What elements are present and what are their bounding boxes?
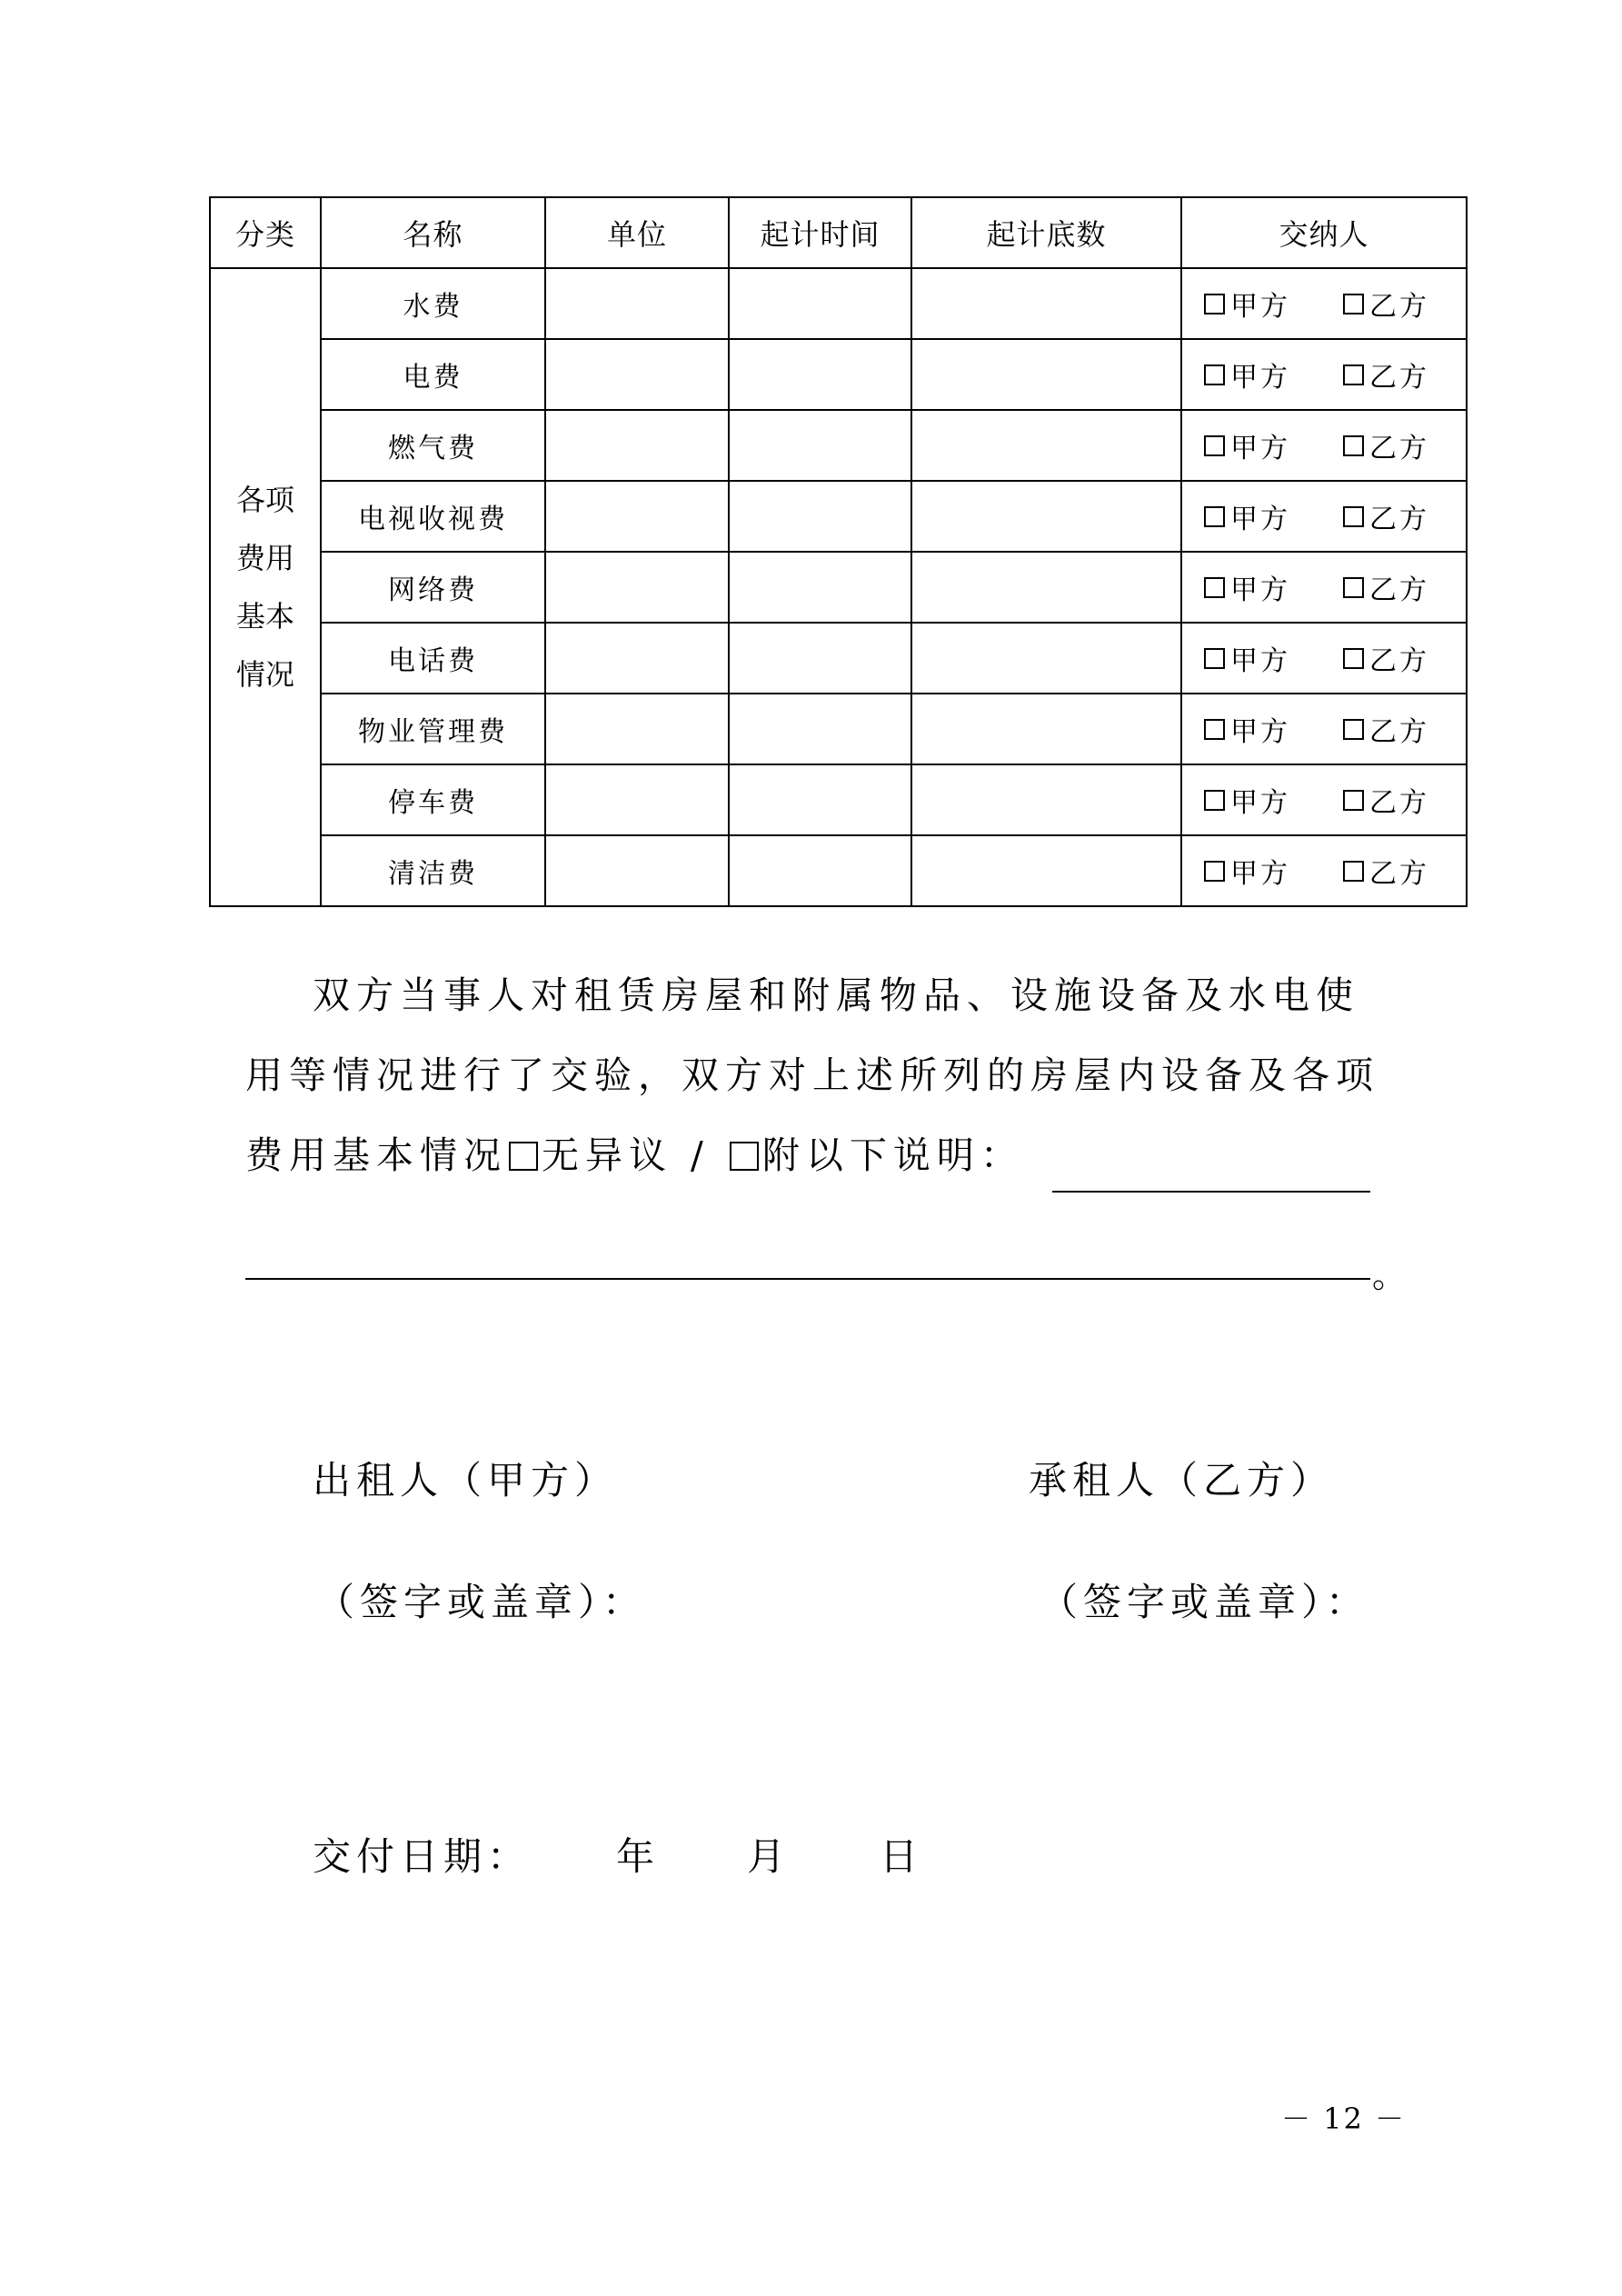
fee-start-reading-cell[interactable] <box>911 764 1181 835</box>
payer-party-b-label: 乙方 <box>1369 716 1429 748</box>
payer-party-b-checkbox[interactable] <box>1343 648 1364 669</box>
payer-party-b-label: 乙方 <box>1369 645 1429 677</box>
payer-option-party-a[interactable] <box>1204 709 1290 749</box>
fee-start-reading-cell[interactable] <box>911 339 1181 410</box>
category-line: 费用 <box>235 541 294 575</box>
statement-end-mark: 。 <box>1372 1255 1408 1295</box>
fee-start-time-cell[interactable] <box>729 339 911 410</box>
table-header-row <box>210 197 1467 268</box>
payer-party-b-checkbox[interactable] <box>1343 861 1364 882</box>
payer-party-a-checkbox[interactable] <box>1204 861 1225 882</box>
delivery-date-day: 日 <box>880 1834 924 1879</box>
header-start-reading: 起计底数 <box>911 197 1181 268</box>
payer-cell <box>1181 268 1467 339</box>
payer-cell <box>1181 694 1467 764</box>
fee-name-cell: 清洁费 <box>321 835 545 906</box>
payer-option-party-b[interactable] <box>1343 354 1429 394</box>
fee-unit-cell[interactable] <box>545 268 729 339</box>
fee-table-body <box>210 268 1467 906</box>
fee-start-reading-cell[interactable] <box>911 694 1181 764</box>
fee-name-cell: 电费 <box>321 339 545 410</box>
payer-option-party-b[interactable] <box>1343 425 1429 465</box>
payer-party-a-checkbox[interactable] <box>1204 435 1225 456</box>
fee-name-cell: 电视收视费 <box>321 481 545 552</box>
lessee-sign-field[interactable]: （签字或盖章）： <box>1040 1580 1370 1624</box>
payer-cell <box>1181 623 1467 694</box>
fee-unit-cell[interactable] <box>545 764 729 835</box>
fee-start-time-cell[interactable] <box>729 410 911 481</box>
fee-name-cell: 电话费 <box>321 623 545 694</box>
header-name: 名称 <box>321 197 545 268</box>
payer-party-b-label: 乙方 <box>1369 291 1429 323</box>
payer-option-party-b[interactable] <box>1343 851 1429 891</box>
statement-line-3-prefix: 费用基本情况 <box>245 1133 507 1177</box>
table-row <box>210 552 1467 623</box>
notes-checkbox[interactable] <box>730 1142 759 1171</box>
category-line: 基本 <box>235 599 294 634</box>
statement-line-3 <box>245 1133 1481 1178</box>
payer-party-b-checkbox[interactable] <box>1343 294 1364 314</box>
payer-party-a-label: 甲方 <box>1230 645 1290 677</box>
payer-party-a-checkbox[interactable] <box>1204 790 1225 811</box>
fee-start-reading-cell[interactable] <box>911 623 1181 694</box>
fee-unit-cell[interactable] <box>545 410 729 481</box>
payer-party-a-label: 甲方 <box>1230 787 1290 819</box>
payer-party-b-checkbox[interactable] <box>1343 364 1364 385</box>
fee-start-time-cell[interactable] <box>729 623 911 694</box>
payer-cell <box>1181 552 1467 623</box>
payer-option-party-a[interactable] <box>1204 425 1290 465</box>
payer-party-a-label: 甲方 <box>1230 362 1290 394</box>
payer-party-b-checkbox[interactable] <box>1343 577 1364 598</box>
payer-party-b-label: 乙方 <box>1369 574 1429 606</box>
payer-party-b-label: 乙方 <box>1369 787 1429 819</box>
fee-start-reading-cell[interactable] <box>911 481 1181 552</box>
payer-party-a-checkbox[interactable] <box>1204 506 1225 527</box>
category-cell <box>210 268 321 906</box>
fee-unit-cell[interactable] <box>545 481 729 552</box>
fee-start-time-cell[interactable] <box>729 552 911 623</box>
table-row <box>210 339 1467 410</box>
table-row <box>210 764 1467 835</box>
payer-option-party-a[interactable] <box>1204 354 1290 394</box>
notes-blank-line-1[interactable] <box>1052 1191 1370 1193</box>
fee-start-reading-cell[interactable] <box>911 410 1181 481</box>
payer-option-party-b[interactable] <box>1343 496 1429 536</box>
fee-name-cell: 物业管理费 <box>321 694 545 764</box>
payer-option-party-a[interactable] <box>1204 284 1290 324</box>
fee-start-reading-cell[interactable] <box>911 552 1181 623</box>
payer-option-party-b[interactable] <box>1343 709 1429 749</box>
payer-option-party-a[interactable] <box>1204 496 1290 536</box>
payer-party-a-checkbox[interactable] <box>1204 577 1225 598</box>
no-objection-checkbox[interactable] <box>509 1142 538 1171</box>
payer-option-party-b[interactable] <box>1343 567 1429 607</box>
category-line: 情况 <box>235 657 294 692</box>
payer-option-party-a[interactable] <box>1204 638 1290 678</box>
fee-start-time-cell[interactable] <box>729 835 911 906</box>
payer-party-a-checkbox[interactable] <box>1204 648 1225 669</box>
header-payer: 交纳人 <box>1181 197 1467 268</box>
fee-start-reading-cell[interactable] <box>911 268 1181 339</box>
payer-party-a-label: 甲方 <box>1230 716 1290 748</box>
fee-start-time-cell[interactable] <box>729 764 911 835</box>
lessor-sign-field[interactable]: （签字或盖章）： <box>316 1580 647 1624</box>
statement-line-1: 双方当事人对租赁房屋和附属物品、设施设备及水电使 <box>313 973 1359 1017</box>
payer-cell <box>1181 410 1467 481</box>
payer-option-party-b[interactable] <box>1343 780 1429 820</box>
table-row <box>210 623 1467 694</box>
fee-unit-cell[interactable] <box>545 339 729 410</box>
fee-name-cell: 网络费 <box>321 552 545 623</box>
fee-name-cell: 水费 <box>321 268 545 339</box>
notes-label: 附以下说明： <box>761 1133 1024 1177</box>
payer-option-party-b[interactable] <box>1343 638 1429 678</box>
fee-table <box>209 196 1468 907</box>
payer-party-b-checkbox[interactable] <box>1343 506 1364 527</box>
payer-party-a-checkbox[interactable] <box>1204 719 1225 740</box>
payer-party-a-label: 甲方 <box>1230 433 1290 464</box>
fee-start-time-cell[interactable] <box>729 481 911 552</box>
payer-option-party-a[interactable] <box>1204 780 1290 820</box>
option-separator: / <box>672 1133 728 1177</box>
payer-cell <box>1181 764 1467 835</box>
payer-cell <box>1181 481 1467 552</box>
page-number: － 12 － <box>1281 2101 1407 2136</box>
payer-party-b-label: 乙方 <box>1369 858 1429 890</box>
payer-party-a-label: 甲方 <box>1230 504 1290 535</box>
delivery-date-year: 年 <box>616 1834 661 1879</box>
payer-option-party-a[interactable] <box>1204 567 1290 607</box>
payer-party-a-label: 甲方 <box>1230 574 1290 606</box>
payer-party-b-checkbox[interactable] <box>1343 435 1364 456</box>
fee-unit-cell[interactable] <box>545 835 729 906</box>
table-row <box>210 410 1467 481</box>
payer-cell <box>1181 835 1467 906</box>
delivery-date-label: 交付日期： <box>313 1834 532 1879</box>
header-start-time: 起计时间 <box>729 197 911 268</box>
payer-party-b-label: 乙方 <box>1369 362 1429 394</box>
header-category: 分类 <box>210 197 321 268</box>
header-unit: 单位 <box>545 197 729 268</box>
fee-start-reading-cell[interactable] <box>911 835 1181 906</box>
payer-party-a-label: 甲方 <box>1230 858 1290 890</box>
payer-party-b-checkbox[interactable] <box>1343 790 1364 811</box>
statement-line-2: 用等情况进行了交验，双方对上述所列的房屋内设备及各项 <box>245 1053 1379 1097</box>
delivery-date-month: 月 <box>747 1834 791 1879</box>
fee-name-cell: 停车费 <box>321 764 545 835</box>
payer-party-b-checkbox[interactable] <box>1343 719 1364 740</box>
no-objection-label: 无异议 <box>542 1133 672 1177</box>
payer-option-party-b[interactable] <box>1343 284 1429 324</box>
fee-name-cell: 燃气费 <box>321 410 545 481</box>
payer-option-party-a[interactable] <box>1204 851 1290 891</box>
payer-party-b-label: 乙方 <box>1369 433 1429 464</box>
payer-cell <box>1181 339 1467 410</box>
lessee-label: 承租人（乙方） <box>1029 1458 1335 1502</box>
fee-unit-cell[interactable] <box>545 694 729 764</box>
category-line: 各项 <box>235 483 294 517</box>
payer-party-a-checkbox[interactable] <box>1204 364 1225 385</box>
table-row <box>210 268 1467 339</box>
fee-unit-cell[interactable] <box>545 552 729 623</box>
payer-party-b-label: 乙方 <box>1369 504 1429 535</box>
payer-party-a-label: 甲方 <box>1230 291 1290 323</box>
table-row <box>210 694 1467 764</box>
payer-party-a-checkbox[interactable] <box>1204 294 1225 314</box>
fee-start-time-cell[interactable] <box>729 268 911 339</box>
fee-unit-cell[interactable] <box>545 623 729 694</box>
lessor-label: 出租人（甲方） <box>313 1458 619 1502</box>
fee-start-time-cell[interactable] <box>729 694 911 764</box>
table-row <box>210 481 1467 552</box>
notes-blank-line-2[interactable] <box>245 1278 1370 1280</box>
table-row <box>210 835 1467 906</box>
